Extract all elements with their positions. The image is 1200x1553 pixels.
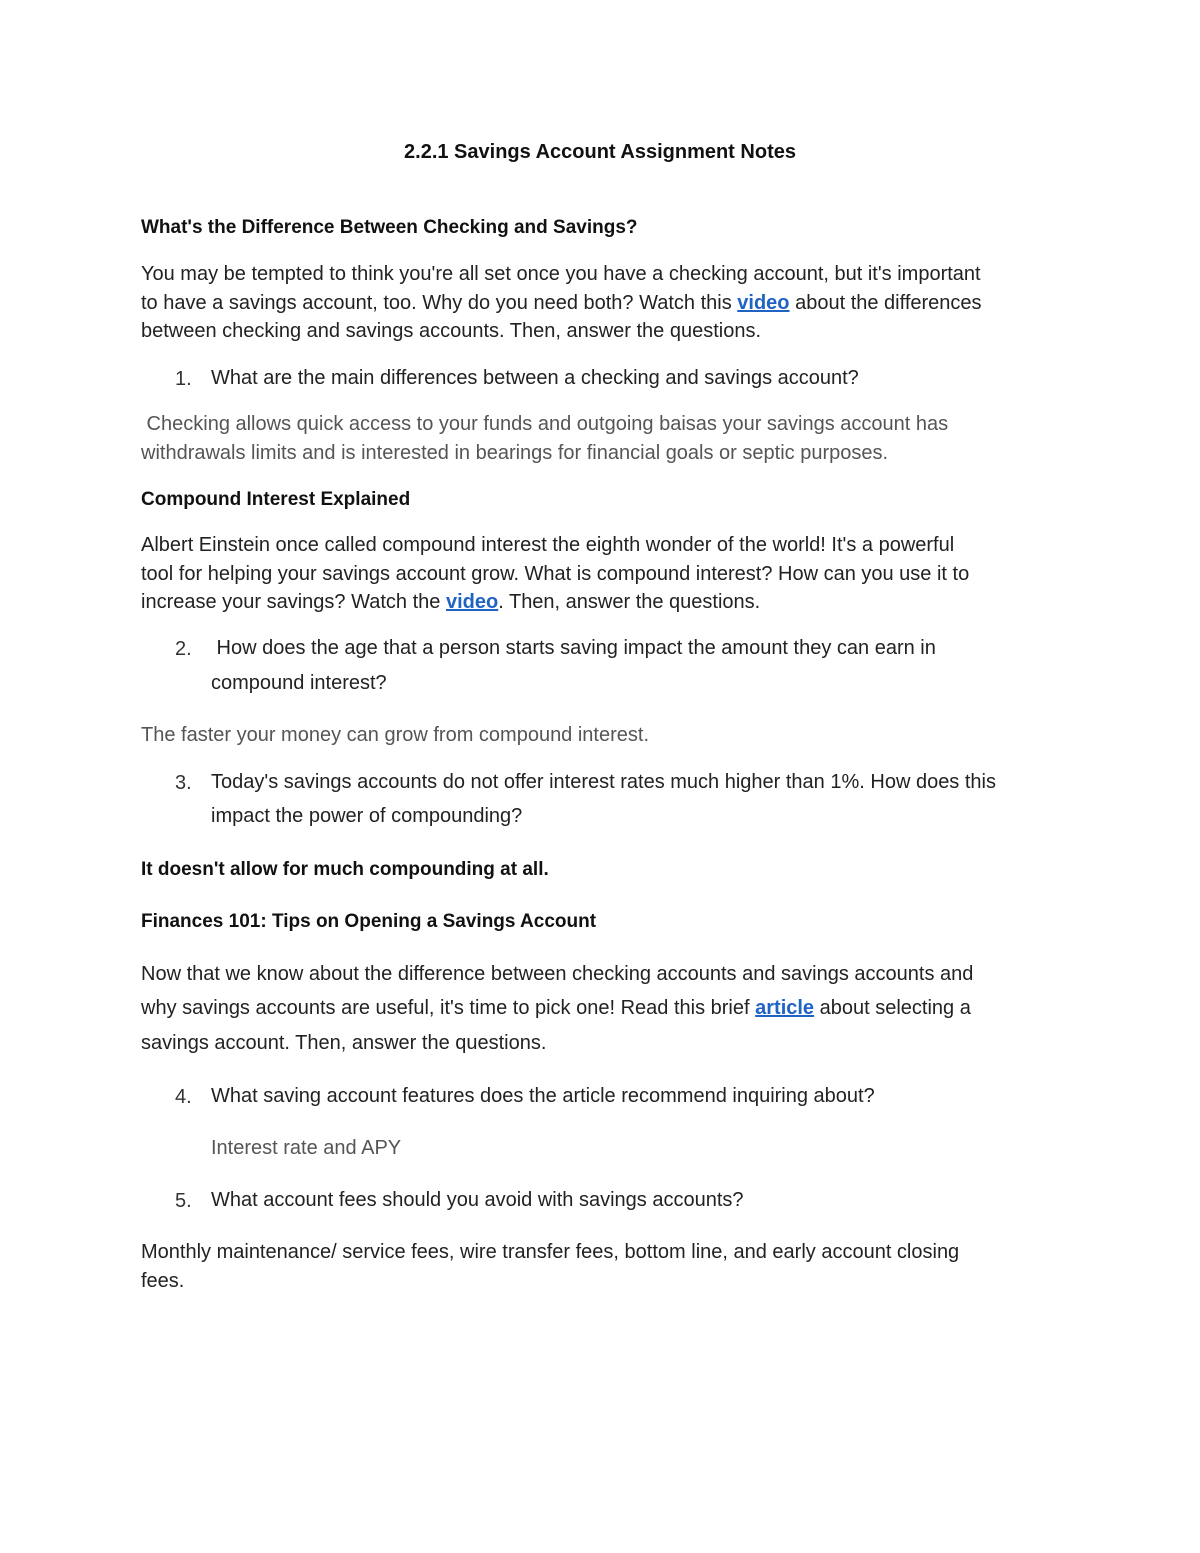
question-number: 2. [175, 638, 192, 660]
paragraph-text: to have a savings account, too. Why do you need both? Watch this [141, 292, 738, 314]
section-heading-checking-vs-savings: What's the Difference Between Checking and Savings? [141, 217, 638, 238]
question-text: Today's savings accounts do not offer interest rates much higher than 1%. How does this [211, 771, 996, 793]
paragraph-text: about selecting a [814, 997, 971, 1019]
paragraph-text: why savings accounts are useful, it's time to pick one! Read this brief [141, 997, 756, 1019]
question-text: impact the power of compounding? [211, 805, 523, 827]
answer-line: The faster your money can grow from compound interest. [141, 724, 650, 746]
paragraph-line [141, 289, 982, 318]
question-text: compound interest? [211, 672, 387, 694]
paragraph-text: about the differences [789, 292, 982, 314]
answer-line: It doesn't allow for much compounding at all. [141, 859, 549, 880]
paragraph-line: tool for helping your savings account grow. What is compound interest? How can you use it to [141, 563, 970, 585]
paragraph-line: Now that we know about the difference between checking accounts and savings accounts and [141, 963, 974, 985]
question-text: What saving account features does the article recommend inquiring about? [211, 1085, 875, 1107]
answer-line: fees. [141, 1270, 185, 1292]
paragraph-line: Albert Einstein once called compound interest the eighth wonder of the world! It's a powerful [141, 534, 955, 556]
paragraph-line [141, 991, 971, 1025]
question-number: 3. [175, 772, 192, 794]
video-link[interactable]: video [737, 292, 790, 314]
question-text: What account fees should you avoid with savings accounts? [211, 1189, 744, 1211]
paragraph-line: savings account. Then, answer the questions. [141, 1032, 547, 1054]
answer-line: withdrawals limits and is interested in bearings for financial goals or septic purposes. [141, 442, 889, 464]
answer-line: Monthly maintenance/ service fees, wire transfer fees, bottom line, and early account closing [141, 1241, 960, 1263]
video-link[interactable]: video [445, 591, 499, 613]
paragraph-line: between checking and savings accounts. Then, answer the questions. [141, 320, 762, 342]
paragraph-line: You may be tempted to think you're all set once you have a checking account, but it's important [141, 263, 981, 285]
page-title: 2.2.1 Savings Account Assignment Notes [404, 141, 796, 163]
question-text: How does the age that a person starts saving impact the amount they can earn in [211, 637, 936, 659]
question-number: 4. [175, 1086, 192, 1108]
paragraph-text: increase your savings? Watch the [141, 591, 446, 613]
question-number: 5. [175, 1190, 192, 1212]
question-number: 1. [175, 368, 192, 390]
section-heading-compound-interest: Compound Interest Explained [141, 489, 411, 510]
paragraph-text: . Then, answer the questions. [498, 591, 761, 613]
article-link[interactable]: article [755, 997, 815, 1019]
paragraph-line [141, 588, 760, 617]
answer-line: Interest rate and APY [211, 1137, 402, 1159]
answer-line: Checking allows quick access to your funds and outgoing baisas your savings account has [141, 413, 949, 435]
section-heading-opening-savings: Finances 101: Tips on Opening a Savings Account [141, 911, 597, 932]
question-text: What are the main differences between a checking and savings account? [211, 367, 859, 389]
